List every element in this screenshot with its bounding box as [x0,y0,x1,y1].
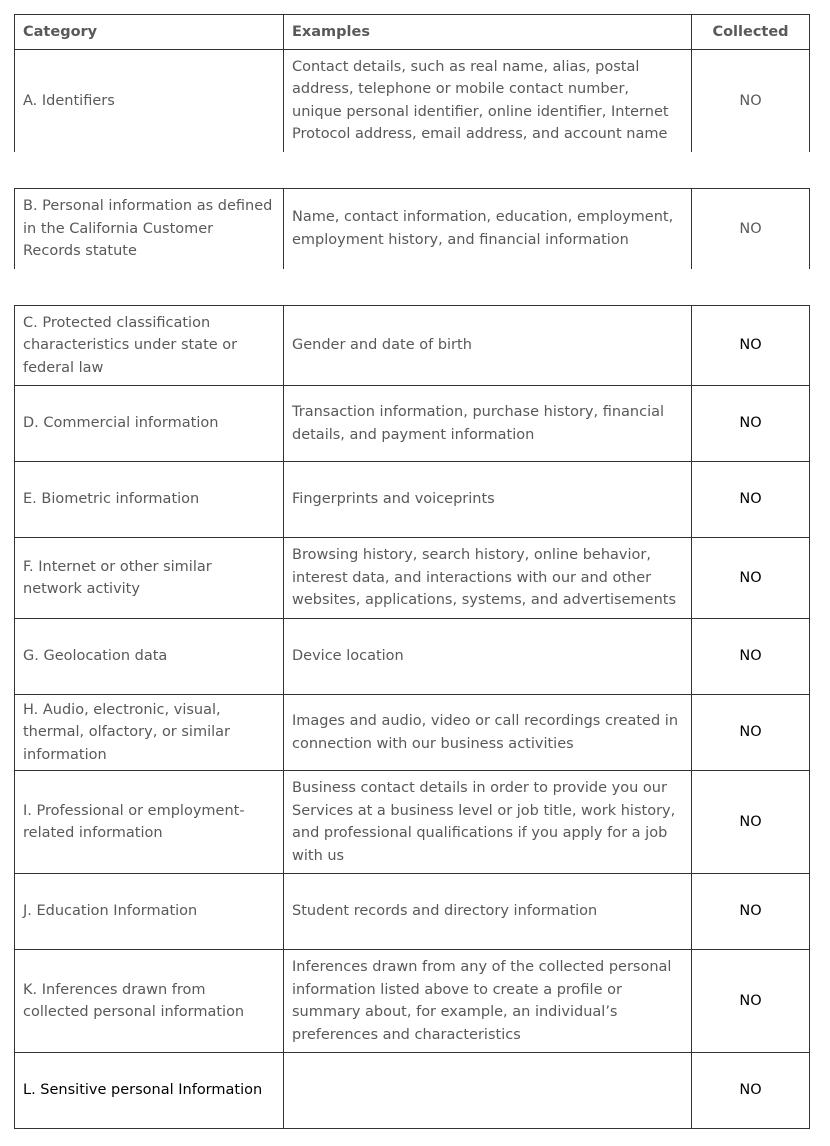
collected-cell: NO [692,771,810,874]
examples-cell: Inferences drawn from any of the collected personal information listed above to create a profile or summary about, for example, an individual’s preferences and characteristics [284,950,692,1053]
examples-cell [284,1053,692,1129]
examples-cell: Images and audio, video or call recordings created in connection with our business activities [284,695,692,771]
collected-cell: NO [692,619,810,695]
examples-cell: Browsing history, search history, online behavior, interest data, and interactions with our and other websites, applications, systems, and advertisements [284,538,692,619]
category-cell: K. Inferences drawn from collected personal information [15,950,284,1053]
collected-cell: NO [692,50,810,152]
data-categories-table-part-3 [14,305,810,1129]
table-row [15,462,810,538]
table-header-row [15,15,810,50]
examples-cell: Student records and directory information [284,874,692,950]
header-category: Category [15,15,284,50]
table-row [15,771,810,874]
examples-cell: Name, contact information, education, employment, employment history, and financial information [284,189,692,269]
collected-cell: NO [692,386,810,462]
category-cell: E. Biometric information [15,462,284,538]
collected-cell: NO [692,695,810,771]
examples-cell: Device location [284,619,692,695]
category-cell: G. Geolocation data [15,619,284,695]
table-row [15,1053,810,1129]
table-row [15,538,810,619]
examples-cell: Contact details, such as real name, alias, postal address, telephone or mobile contact number, unique personal identifier, online identifier, Internet Protocol address, email address, and account name [284,50,692,152]
category-cell: D. Commercial information [15,386,284,462]
examples-cell: Business contact details in order to provide you our Services at a business level or job title, work history, and professional qualifications if you apply for a job with us [284,771,692,874]
collected-cell: NO [692,874,810,950]
examples-cell: Transaction information, purchase history, financial details, and payment information [284,386,692,462]
category-cell: A. Identifiers [15,50,284,152]
data-categories-table-part-1 [14,14,810,152]
examples-cell: Fingerprints and voiceprints [284,462,692,538]
data-categories-table-part-2 [14,188,810,269]
collected-cell: NO [692,538,810,619]
examples-cell: Gender and date of birth [284,306,692,386]
collected-cell: NO [692,1053,810,1129]
table-row [15,50,810,152]
collected-cell: NO [692,950,810,1053]
category-cell: F. Internet or other similar network activity [15,538,284,619]
table-row [15,619,810,695]
table-row [15,386,810,462]
table-row [15,695,810,771]
collected-cell: NO [692,462,810,538]
table-row [15,874,810,950]
category-cell: H. Audio, electronic, visual, thermal, olfactory, or similar information [15,695,284,771]
category-cell: I. Professional or employment-related information [15,771,284,874]
table-row [15,950,810,1053]
header-examples: Examples [284,15,692,50]
table-row [15,306,810,386]
category-cell: B. Personal information as defined in the California Customer Records statute [15,189,284,269]
category-cell: C. Protected classification characteristics under state or federal law [15,306,284,386]
collected-cell: NO [692,306,810,386]
header-collected: Collected [692,15,810,50]
category-cell: L. Sensitive personal Information [15,1053,284,1129]
collected-cell: NO [692,189,810,269]
category-cell: J. Education Information [15,874,284,950]
table-row [15,189,810,269]
